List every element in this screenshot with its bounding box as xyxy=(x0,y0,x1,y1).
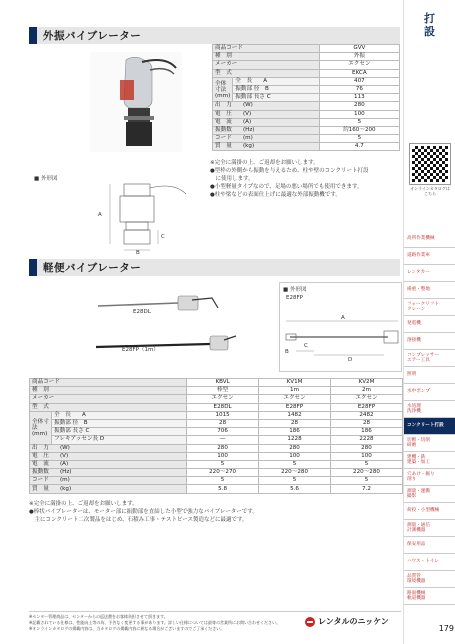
value-cord: 5 xyxy=(319,135,399,143)
note-line: ※完全に満掛の上、ご返却をお願いします。 xyxy=(210,160,319,166)
brand-name: レンタルのニッケン xyxy=(318,617,389,626)
header-dim-b: 振動部 径 B xyxy=(233,85,319,93)
value-cord-2: 5 xyxy=(259,477,331,485)
value-dim-a-1: 1015 xyxy=(187,411,259,419)
value-voltage: 100 xyxy=(319,110,399,118)
header-dim-b: 振動部 径 B xyxy=(52,419,187,427)
value-code-3: KV2M xyxy=(331,379,403,387)
header-voltage: 電 圧 (V) xyxy=(213,110,320,118)
header-dim-d: フレキアッセン長 D xyxy=(52,436,187,444)
sidebar-tab[interactable]: 測量・運搬 撮影 xyxy=(404,486,455,503)
value-current-2: 5 xyxy=(259,460,331,468)
note-line: ●柱や梁などの表面仕上げに最適な外部振動機です。 xyxy=(210,192,341,198)
value-dim-b-3: 28 xyxy=(331,419,403,427)
value-freq-3: 220～280 xyxy=(331,469,403,477)
header-dim-a: 全 長 A xyxy=(233,77,319,85)
footer-note: ※記載されている仕様は、性能向上等の為、予告なく変更する事があります。詳しい仕様については最寄の営業所にお問い合わせください。 xyxy=(29,620,280,625)
value-dim-d-2: 1228 xyxy=(259,436,331,444)
value-dim-c-1: 706 xyxy=(187,428,259,436)
footer-divider xyxy=(29,611,401,612)
value-voltage-3: 100 xyxy=(331,452,403,460)
value-dim-b-1: 28 xyxy=(187,419,259,427)
value-model: EKCA xyxy=(319,69,399,77)
value-dim-c: 113 xyxy=(319,94,399,102)
sidebar-tab[interactable]: レンタカー xyxy=(404,265,455,282)
section-title-text: 軽便バイブレーター xyxy=(43,262,142,274)
section-title-text: 外振バイブレーター xyxy=(43,30,142,42)
spec-table-light xyxy=(29,378,403,494)
diagram-title: ■ 外形図 xyxy=(283,287,307,293)
header-type: 種 別 xyxy=(213,53,320,61)
header-dims: 全体寸法 (mm) xyxy=(30,411,52,444)
header-output: 出 力 (W) xyxy=(213,102,320,110)
header-maker: メーカー xyxy=(213,61,320,69)
dim-label-b: B xyxy=(285,349,289,355)
notes-light xyxy=(29,500,401,524)
value-current: 5 xyxy=(319,118,399,126)
header-mass: 質 量 (kg) xyxy=(30,485,187,493)
value-dim-a-3: 2482 xyxy=(331,411,403,419)
value-model-2: E28FP xyxy=(259,403,331,411)
sidebar-tab[interactable]: 切断・切削 研磨 xyxy=(404,435,455,452)
dim-label-c: C xyxy=(304,343,308,349)
value-code: GVV xyxy=(319,45,399,53)
value-dim-a: 407 xyxy=(319,77,399,85)
sidebar-tab[interactable]: 発電機 xyxy=(404,316,455,333)
value-dim-b-2: 28 xyxy=(259,419,331,427)
header-model: 型 式 xyxy=(30,403,187,411)
label-e28fp: E28FP（1m） xyxy=(122,347,159,353)
value-mass: 4.7 xyxy=(319,143,399,151)
dim-label-d: D xyxy=(348,357,353,363)
sidebar-tab[interactable]: フォークリフト クレーン xyxy=(404,299,455,316)
value-voltage-1: 100 xyxy=(187,452,259,460)
value-output-3: 280 xyxy=(331,444,403,452)
value-output-1: 280 xyxy=(187,444,259,452)
sidebar-tab[interactable]: 揚重・整地 xyxy=(404,282,455,299)
value-model-3: E28FP xyxy=(331,403,403,411)
section-mark xyxy=(29,27,37,44)
header-dims: 全体寸法 (mm) xyxy=(213,77,233,102)
value-model-1: E28DL xyxy=(187,403,259,411)
notes-gvv xyxy=(210,159,402,199)
value-freq-1: 220～270 xyxy=(187,469,259,477)
value-dim-a-2: 1482 xyxy=(259,411,331,419)
value-mass-2: 5.6 xyxy=(259,485,331,493)
page-number: 179 xyxy=(438,624,454,633)
value-output: 280 xyxy=(319,102,399,110)
value-code-2: KV1M xyxy=(259,379,331,387)
product-photo-kbvl-kv xyxy=(92,292,242,364)
sidebar-tab[interactable]: 水処理 洗浄機 xyxy=(404,401,455,418)
header-dim-c: 振動部 長さ C xyxy=(52,428,187,436)
sidebar-tab[interactable]: 路面機械 軌道機器 xyxy=(404,588,455,605)
value-dim-c-3: 186 xyxy=(331,428,403,436)
sidebar-tab[interactable]: 測量・通信 計測機器 xyxy=(404,520,455,537)
header-model: 型 式 xyxy=(213,69,320,77)
section-title-external-vibrator xyxy=(29,27,400,44)
header-voltage: 電 圧 (V) xyxy=(30,452,187,460)
value-current-3: 5 xyxy=(331,460,403,468)
sidebar-heading: 打設 xyxy=(424,12,435,38)
footer-note: ※センター管理商品は、センターからの返送費をお客様負担させて頂きます。 xyxy=(29,614,168,619)
section-mark xyxy=(29,259,37,276)
sidebar-tab[interactable]: ハウス・トイレ xyxy=(404,554,455,571)
header-cord: コード (m) xyxy=(213,135,320,143)
header-freq: 振動数 (Hz) xyxy=(213,126,320,134)
header-current: 電 流 (A) xyxy=(30,460,187,468)
value-output-2: 280 xyxy=(259,444,331,452)
note-line: ●型枠の外側から振動を与えるため、柱や壁のコンクリート打設 xyxy=(210,168,369,174)
diagram-model: E28FP xyxy=(286,295,303,301)
diagram-title-text: 外形図 xyxy=(289,287,307,293)
sidebar-tab[interactable]: 溶接機 xyxy=(404,333,455,350)
value-dim-c-2: 186 xyxy=(259,428,331,436)
side-index xyxy=(403,0,455,644)
note-line: ●小型軽量タイプなので、足場の悪い場所でも使用できます。 xyxy=(210,184,363,190)
value-dim-d-3: 2228 xyxy=(331,436,403,444)
note-line: 主にコンクリート二次製品をはじめ、石積み工事・テストピース製造などに最適です。 xyxy=(29,517,248,523)
note-line: ●棒状バイブレーターは、モーター部に振動部を直結した小型で強力なバイブレーターです。 xyxy=(29,509,258,515)
diagram-label-text: 外形図 xyxy=(40,176,58,182)
product-photo-gvv xyxy=(90,52,182,152)
value-freq-2: 220～280 xyxy=(259,469,331,477)
value-mass-1: 5.8 xyxy=(187,485,259,493)
sidebar-tab[interactable]: 道路作業車 xyxy=(404,248,455,265)
dim-label-a: A xyxy=(341,315,345,321)
brand-logo xyxy=(305,616,389,627)
sidebar-tab-active[interactable]: コンクリート打設 xyxy=(404,418,455,435)
value-mass-3: 7.2 xyxy=(331,485,403,493)
header-mass: 質 量 (kg) xyxy=(213,143,320,151)
value-code-1: KBVL xyxy=(187,379,259,387)
diagram-gvv xyxy=(32,172,204,258)
sidebar-tab[interactable]: 照明 xyxy=(404,367,455,384)
note-line: ※完全に満掛の上、ご返却をお願いします。 xyxy=(29,501,138,507)
sidebar-tab[interactable]: 保安用品 xyxy=(404,537,455,554)
value-maker-2: エクセン xyxy=(259,395,331,403)
qr-caption: オンラインカタログは こちら xyxy=(410,186,450,196)
value-maker: エクセン xyxy=(319,61,399,69)
footer-note: ※オンラインカタログの掲載内容は、当カタログの掲載内容に異なる場合がございますのでご了承ください。 xyxy=(29,626,225,631)
value-maker-1: エクセン xyxy=(187,395,259,403)
logo-icon xyxy=(305,617,315,627)
header-current: 電 流 (A) xyxy=(213,118,320,126)
diagram-e28fp xyxy=(279,282,402,372)
sidebar-tab[interactable]: 荷役・小型機械 xyxy=(404,503,455,520)
sidebar-tabs xyxy=(404,231,455,605)
value-type-3: 2m xyxy=(331,387,403,395)
value-voltage-2: 100 xyxy=(259,452,331,460)
value-freq: 約160～200 xyxy=(319,126,399,134)
sidebar-tab[interactable]: 建機・鉄 建築・加工 xyxy=(404,452,455,469)
value-maker-3: エクセン xyxy=(331,395,403,403)
header-maker: メーカー xyxy=(30,395,187,403)
value-current-1: 5 xyxy=(187,460,259,468)
sidebar-tab[interactable]: 高所作業機械 xyxy=(404,231,455,248)
dim-label-b: B xyxy=(136,250,140,256)
sidebar-tab[interactable]: 穴あけ・掘り 削り xyxy=(404,469,455,486)
section-title-light-vibrator xyxy=(29,259,400,276)
dim-label-c: C xyxy=(161,234,165,240)
sidebar-tab[interactable]: 水中ポンプ xyxy=(404,384,455,401)
sidebar-tab[interactable]: コンプレッサー エアー工具 xyxy=(404,350,455,367)
note-line: に使用します。 xyxy=(210,176,254,182)
footer-notes xyxy=(29,614,299,632)
spec-table-gvv xyxy=(212,44,400,151)
header-output: 出 力 (W) xyxy=(30,444,187,452)
value-type: 外振 xyxy=(319,53,399,61)
value-dim-b: 76 xyxy=(319,85,399,93)
header-cord: コード (m) xyxy=(30,477,187,485)
value-dim-d-1: ― xyxy=(187,436,259,444)
header-code: 商品コード xyxy=(213,45,320,53)
sidebar-tab[interactable]: 品質管 環境機器 xyxy=(404,571,455,588)
value-type-2: 1m xyxy=(259,387,331,395)
header-dim-a: 全 長 A xyxy=(52,411,187,419)
label-e28dl: E28DL xyxy=(133,309,151,315)
value-cord-3: 5 xyxy=(331,477,403,485)
dim-label-a: A xyxy=(98,212,102,218)
value-cord-1: 5 xyxy=(187,477,259,485)
diagram-label: ■ 外形図 xyxy=(34,176,58,182)
header-type: 種 別 xyxy=(30,387,187,395)
header-freq: 振動数 (Hz) xyxy=(30,469,187,477)
qr-code[interactable] xyxy=(410,144,450,184)
header-dim-c: 振動部 長さ C xyxy=(233,94,319,102)
value-type-1: 棒型 xyxy=(187,387,259,395)
header-code: 商品コード xyxy=(30,379,187,387)
